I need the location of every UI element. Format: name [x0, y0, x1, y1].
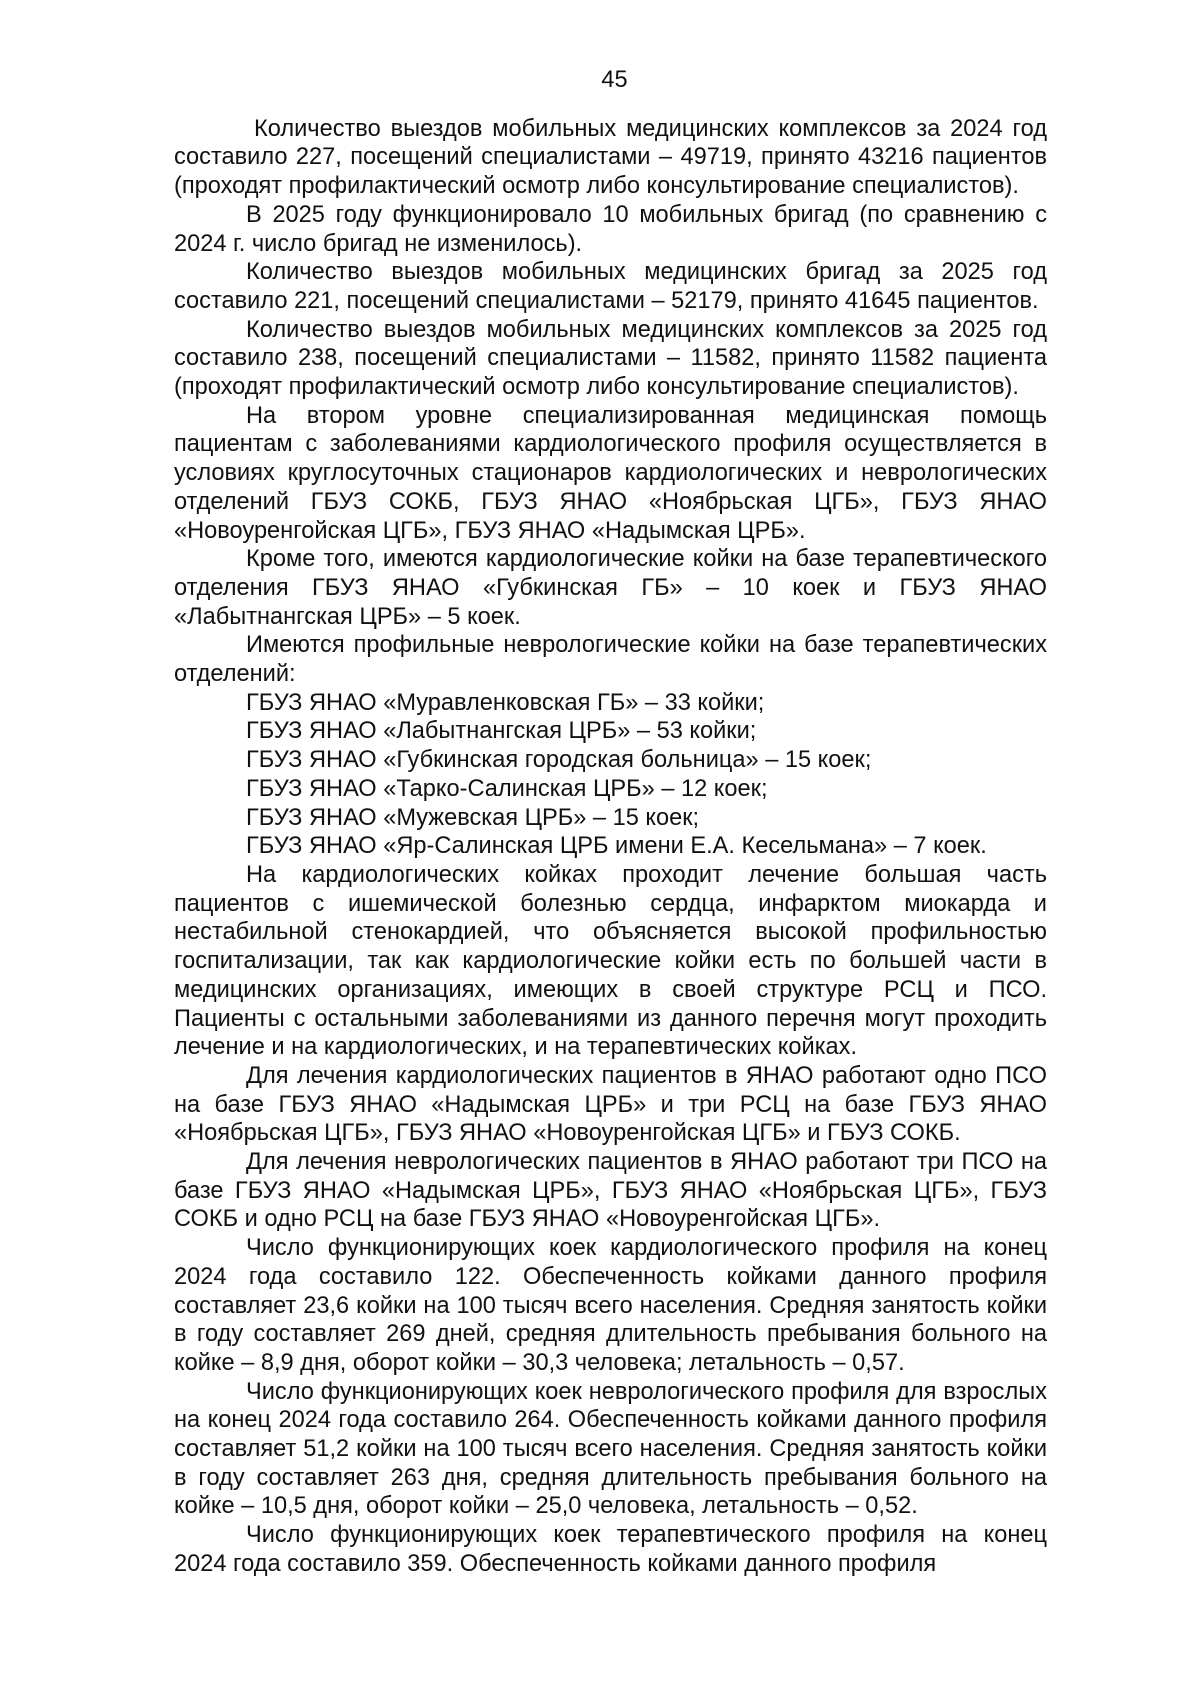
- paragraph-complex-trips-2025: Количество выездов мобильных медицинских комплексов за 2025 год составило 238, посещений специалистами – 11582, принято 11582 пациента (проходят профилактический осмотр либо консультирование специалистов).: [174, 316, 1047, 401]
- paragraph-therapy-bed-stats: Число функционирующих коек терапевтического профиля на конец 2024 года составило 359. Обеспеченность койками данного профиля: [174, 1522, 1047, 1577]
- paragraph-cardiology-bed-stats: Число функционирующих коек кардиологического профиля на конец 2024 года составило 122. Обеспеченность койками данного профиля составляет 23,6 койки на 100 тысяч всего населения. Средняя занятость койки в году составляет 269 дней, средняя длительность пребывания больного на койке – 8,9 дня, оборот койки – 30,3 человека; летальность – 0,57.: [174, 1235, 1047, 1376]
- paragraph-mobile-brigades-2025: В 2025 году функционировало 10 мобильных бригад (по сравнению с 2024 г. число бригад не изменилось).: [174, 201, 1047, 257]
- paragraph-mobile-complexes-2024: Количество выездов мобильных медицинских комплексов за 2024 год составило 227, посещений специалистами – 49719, принято 43216 пациентов (проходят профилактический осмотр либо консультирование специалистов).: [174, 115, 1047, 200]
- list-item: ГБУЗ ЯНАО «Лабытнангская ЦРБ» – 53 койки;: [246, 718, 757, 745]
- paragraph-brigade-trips-2025: Количество выездов мобильных медицинских бригад за 2025 год составило 221, посещений специалистами – 52179, принято 41645 пациентов.: [174, 259, 1047, 314]
- paragraph-neurology-pso-rsc: Для лечения неврологических пациентов в ЯНАО работают три ПСО на базе ГБУЗ ЯНАО «Надымская ЦРБ», ГБУЗ ЯНАО «Ноябрьская ЦГБ», ГБУЗ СОКБ и одно РСЦ на базе ГБУЗ ЯНАО «Новоуренгойская ЦГБ».: [174, 1149, 1047, 1233]
- list-item: ГБУЗ ЯНАО «Муравленковская ГБ» – 33 койки;: [246, 689, 765, 716]
- paragraph-neurology-beds-intro: Имеются профильные неврологические койки на базе терапевтических отделений:: [174, 632, 1047, 688]
- paragraph-cardiology-pso-rsc: Для лечения кардиологических пациентов в ЯНАО работают одно ПСО на базе ГБУЗ ЯНАО «Надымская ЦРБ» и три РСЦ на базе ГБУЗ ЯНАО «Ноябрьская ЦГБ», ГБУЗ ЯНАО «Новоуренгойская ЦГБ» и ГБУЗ СОКБ.: [174, 1062, 1047, 1147]
- paragraph-neurology-bed-stats: Число функционирующих коек неврологического профиля для взрослых на конец 2024 года составило 264. Обеспеченность койками данного профиля составляет 51,2 койки на 100 тысяч всего населения. Средняя занятость койки в году составляет 263 дня, средняя длительность пребывания больного на койке – 10,5 дня, оборот койки – 25,0 человека, летальность – 0,52.: [174, 1378, 1047, 1520]
- list-item: ГБУЗ ЯНАО «Мужевская ЦРБ» – 15 коек;: [246, 804, 700, 831]
- list-item: ГБУЗ ЯНАО «Тарко-Салинская ЦРБ» – 12 коек;: [246, 775, 768, 802]
- paragraph-cardiology-patients: На кардиологических койках проходит лечение большая часть пациентов с ишемической болезнью сердца, инфарктом миокарда и нестабильной стенокардией, что объясняется высокой профильностью госпитализации, так как кардиологические койки есть по большей части в медицинских организациях, имеющих в своей структуре РСЦ и ПСО. Пациенты с остальными заболеваниями из данного перечня могут проходить лечение и на кардиологических, и на терапевтических койках.: [174, 861, 1047, 1061]
- list-item: ГБУЗ ЯНАО «Яр-Салинская ЦРБ имени Е.А. Кесельмана» – 7 коек.: [246, 833, 987, 860]
- list-item: ГБУЗ ЯНАО «Губкинская городская больница» – 15 коек;: [246, 747, 872, 774]
- neurology-beds-list: [174, 689, 1047, 861]
- page-number: 45: [601, 67, 628, 93]
- paragraph-cardiology-beds: Кроме того, имеются кардиологические койки на базе терапевтического отделения ГБУЗ ЯНАО «Губкинская ГБ» – 10 коек и ГБУЗ ЯНАО «Лабытнангская ЦРБ» – 5 коек.: [174, 546, 1047, 630]
- paragraph-second-level-care: На втором уровне специализированная медицинская помощь пациентам с заболеваниями кардиологического профиля осуществляется в условиях круглосуточных стационаров кардиологических и неврологических отделений ГБУЗ СОКБ, ГБУЗ ЯНАО «Ноябрьская ЦГБ», ГБУЗ ЯНАО «Новоуренгойская ЦГБ», ГБУЗ ЯНАО «Надымская ЦРБ».: [174, 402, 1047, 544]
